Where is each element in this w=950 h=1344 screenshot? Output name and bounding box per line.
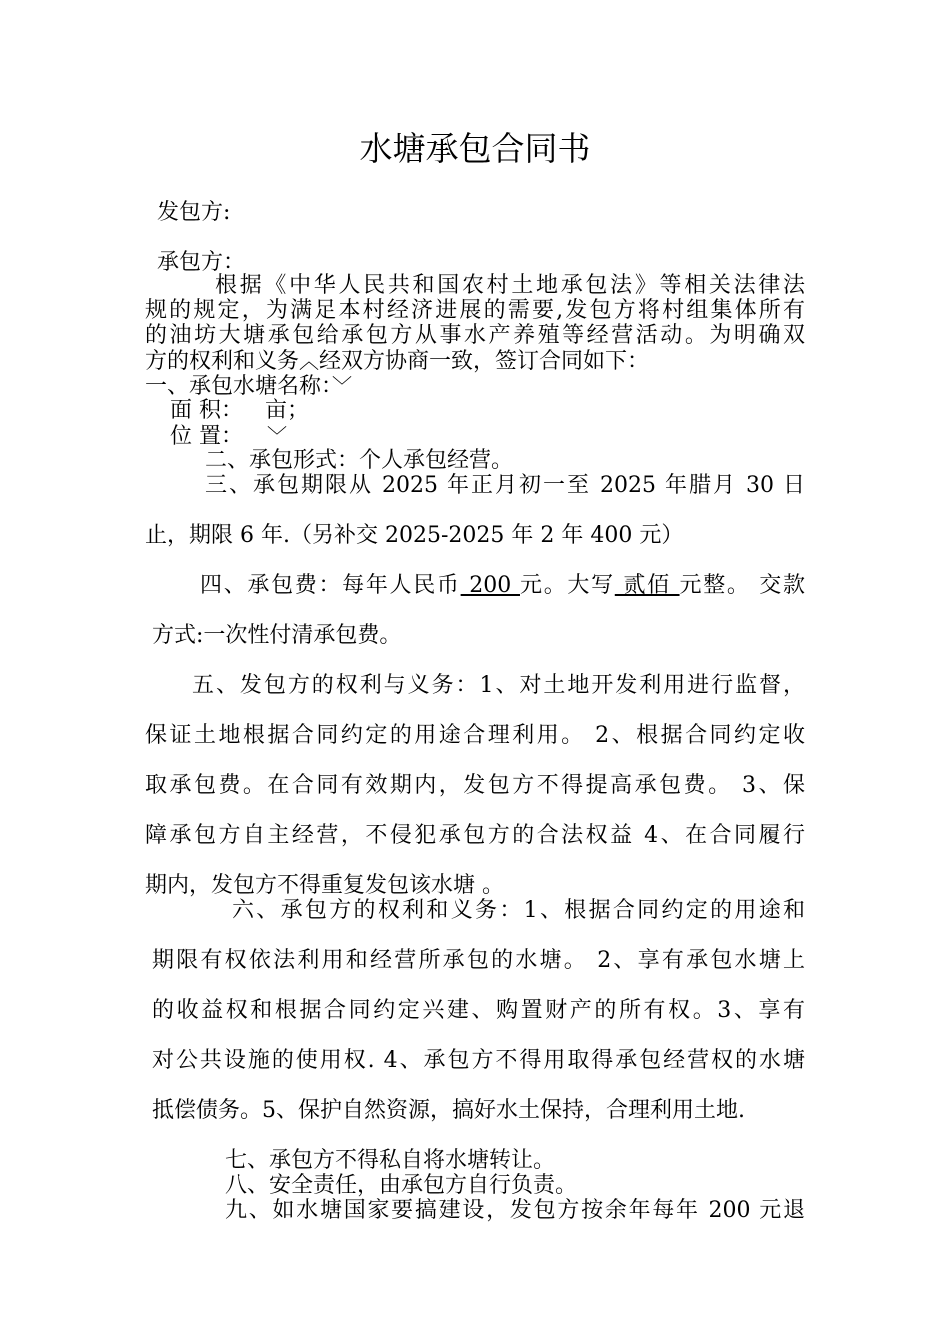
clause-7: 七、承包方不得私自将水塘转让。 <box>225 1148 556 1173</box>
intro-line-3: 的油坊大塘承包给承包方从事水产养殖等经营活动。为明确双 <box>145 323 805 348</box>
area-unit: 亩； <box>265 398 310 423</box>
clause-1-heading <box>145 373 352 400</box>
issuer-label: 发包方: <box>157 200 231 225</box>
clause-6-line-1: 六、承包方的权利和义务：1、根据合同约定的用途和 <box>232 898 805 923</box>
location-row <box>170 423 287 450</box>
intro-line-4-start: 方的权利和义务 <box>145 349 300 374</box>
clause-6-line-5: 抵偿债务。5、保护自然资源，搞好水土保持，合理利用土地. <box>152 1098 745 1123</box>
contractor-label: 承包方： <box>157 250 246 275</box>
location-mark-icon: ﹀ <box>267 424 287 448</box>
clause-6-line-3: 的收益权和根据合同约定兴建、购置财产的所有权。3、享有 <box>152 998 805 1023</box>
clause-6-line-4: 对公共设施的使用权. 4、承包方不得用取得承包经营权的水塘 <box>152 1048 805 1073</box>
clause-5-line-4: 障承包方自主经营，不侵犯承包方的合法权益 4、在合同履行 <box>145 823 805 848</box>
document-title: 水塘承包合同书 <box>359 129 591 168</box>
blank-mark-icon: ﹀ <box>332 374 353 398</box>
clause-4-line-2: 方式:一次性付清承包费。 <box>152 623 402 648</box>
location-label: 位 置： <box>170 424 243 449</box>
clause-9: 九、如水塘国家要搞建设，发包方按余年每年 200 元退 <box>225 1198 805 1223</box>
clause-8: 八、安全责任，由承包方自行负责。 <box>225 1173 578 1198</box>
clause-4-text-c: 元整。 交款 <box>679 573 805 598</box>
clause-1-heading-text: 一、承包水塘名称： <box>145 374 333 399</box>
intro-line-4-end: 经双方协商一致，签订合同如下： <box>319 349 650 374</box>
clause-3-line-1: 三、承包期限从 2025 年正月初一至 2025 年腊月 30 日 <box>205 473 805 498</box>
clause-4-text-a: 四、承包费：每年人民币 <box>200 573 461 598</box>
area-label: 面 积： <box>170 398 243 423</box>
clause-5-line-5: 期内，发包方不得重复发包该水塘 。 <box>145 873 504 898</box>
clause-3-line-2: 止，期限 6 年.（另补交 2025-2025 年 2 年 400 元） <box>145 523 684 548</box>
area-row <box>170 398 309 424</box>
clause-5-line-3: 取承包费。在合同有效期内，发包方不得提高承包费。 3、保 <box>145 773 805 798</box>
clause-5-line-2: 保证土地根据合同约定的用途合理利用。 2、根据合同约定收 <box>145 723 805 748</box>
clause-4-text-b: 元。大写 <box>520 573 615 598</box>
clause-4-line-1 <box>200 573 805 599</box>
clause-5-line-1: 五、发包方的权利与义务：1、对土地开发利用进行监督， <box>192 673 805 698</box>
clause-2: 二、承包形式：个人承包经营。 <box>205 448 514 473</box>
caret-mark-icon: ︿ <box>299 349 320 373</box>
intro-line-2: 规的规定，为满足本村经济进展的需要,发包方将村组集体所有 <box>145 298 805 323</box>
fee-amount-words: 贰佰 <box>614 573 680 598</box>
intro-line-4 <box>145 348 649 375</box>
intro-line-1: 根据《中华人民共和国农村土地承包法》等相关法律法 <box>215 273 805 298</box>
clause-6-line-2: 期限有权依法利用和经营所承包的水塘。 2、享有承包水塘上 <box>152 948 805 973</box>
fee-amount: 200 <box>460 573 520 598</box>
